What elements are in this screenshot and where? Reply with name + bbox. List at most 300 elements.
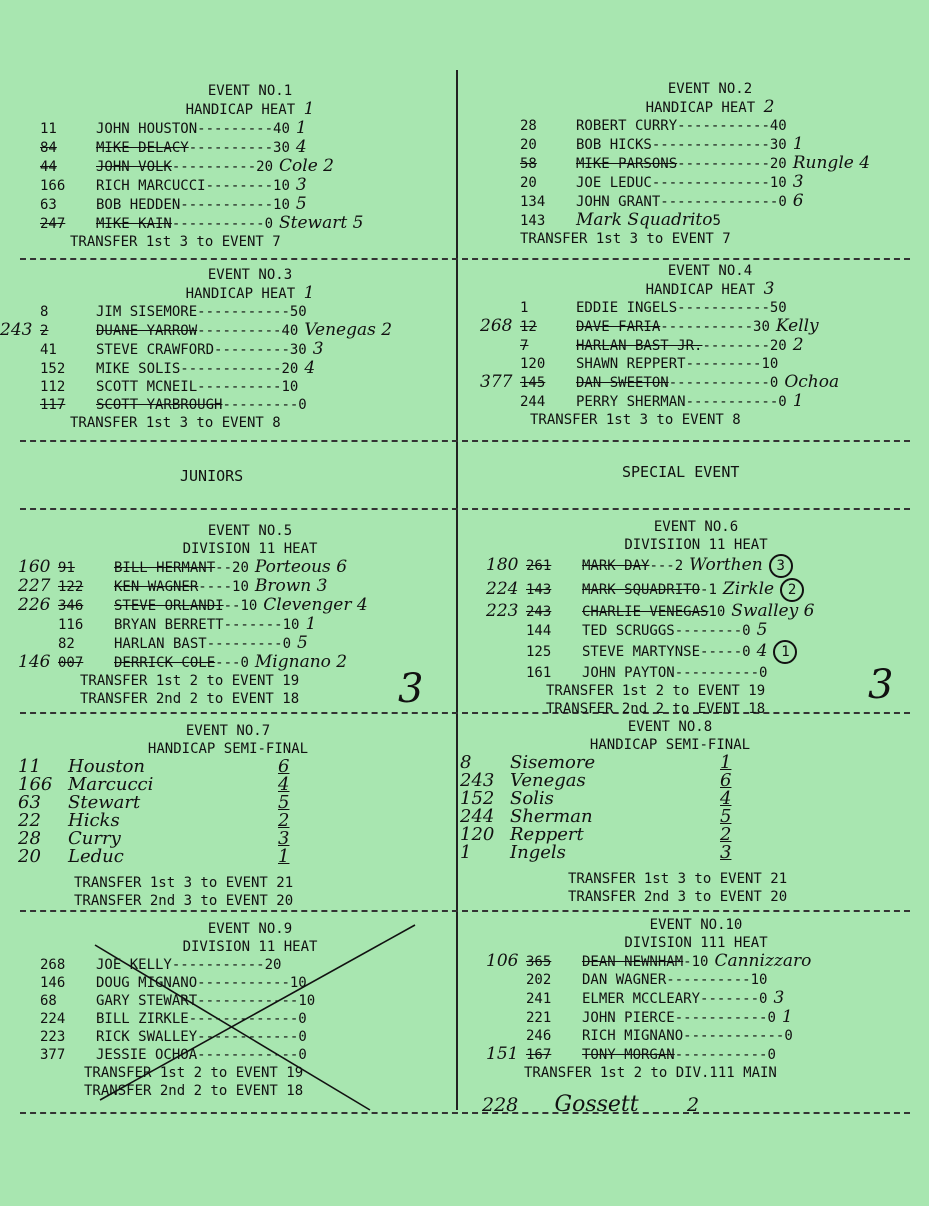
points: 0 [742, 623, 751, 639]
handwritten-replacement-number: 180 [486, 555, 519, 575]
entry-row [18, 615, 460, 634]
entry-row [40, 176, 460, 195]
entry-row [40, 195, 460, 214]
leader-dashes: ----------- [674, 1010, 768, 1026]
car-number: 11 [40, 121, 57, 137]
entry-row [486, 1027, 906, 1045]
car-number: 91 [58, 560, 75, 576]
leader-dashes: -------- [205, 178, 274, 194]
car-number: 152 [40, 361, 66, 377]
points: 20 [281, 361, 299, 377]
points: 20 [264, 957, 282, 973]
finish-place: 3 [720, 842, 732, 863]
leader-dashes: ----------- [171, 957, 265, 973]
driver-name: SCOTT MCNEIL [96, 379, 198, 395]
entry-row [500, 117, 920, 135]
car-number: 241 [526, 991, 552, 1007]
event-4-title: EVENT NO.4 [667, 263, 753, 279]
event-4-subtitle: HANDICAP HEAT 3 [645, 279, 775, 299]
car-number: 12 [520, 319, 537, 335]
event-1-title: EVENT NO.1 [207, 83, 293, 99]
driver-name: ROBERT CURRY [576, 118, 678, 134]
points: 10 [282, 617, 300, 633]
event-5-subtitle: DIVISION 11 HEAT [182, 541, 318, 557]
handwritten-note: 5 [756, 620, 768, 640]
entry-row [18, 558, 460, 577]
finish-place: 5 [278, 792, 290, 813]
handwritten-note: 1 [792, 134, 804, 154]
handwritten-note: Mignano 2 [254, 652, 348, 672]
driver-name: KEN WAGNER [114, 579, 199, 595]
driver-name: Venegas [510, 770, 586, 791]
driver-name: RICH MIGNANO [582, 1028, 684, 1044]
leader-dashes: ----------- [677, 300, 770, 316]
event-7-transfer-2: TRANSFER 2nd 3 to EVENT 20 [74, 893, 294, 909]
handwritten-note: 4 [756, 641, 768, 661]
entry-row [486, 1045, 906, 1064]
driver-name: SHAWN REPPERT [576, 356, 686, 372]
finish-place: 6 [720, 770, 732, 791]
juniors-label: JUNIORS [180, 467, 244, 485]
semi-final-row [460, 844, 880, 862]
row-divider-5 [20, 910, 910, 912]
event-5-title: EVENT NO.5 [207, 523, 293, 539]
handwritten-note: 1 [792, 391, 804, 411]
car-number: 120 [520, 356, 546, 372]
event-6-transfer-1: TRANSFER 1st 2 to EVENT 19 [546, 683, 766, 699]
entry-row [480, 392, 920, 411]
handwritten-note: 3 [792, 172, 804, 192]
points: 50 [769, 300, 787, 316]
points: 10 [232, 579, 249, 595]
driver-name: JOHN GRANT [576, 194, 661, 210]
handwritten-replacement-number: 106 [486, 951, 519, 971]
leader-dashes: ------------ [197, 993, 299, 1009]
points: 0 [767, 1047, 776, 1063]
driver-name: MIKE KAIN [96, 216, 172, 232]
finish-place: 1 [720, 752, 732, 773]
leader-dashes: --------- [685, 356, 762, 372]
driver-name: BILL ZIRKLE [96, 1011, 189, 1027]
handwritten-note: 5 [295, 194, 307, 214]
driver-name: JOHN VOLK [96, 159, 172, 175]
car-number: 143 [526, 582, 552, 598]
handwritten-replacement-number: 223 [486, 601, 519, 621]
leader-dashes: ------------ [180, 361, 282, 377]
event-7-title: EVENT NO.7 [185, 723, 271, 739]
entry-row [18, 577, 460, 596]
driver-name: BILL HERMANT [114, 560, 216, 576]
event-2-panel [500, 80, 920, 248]
points: 10 [750, 972, 768, 988]
entry-row [486, 664, 906, 682]
handwritten-note: 1 [295, 118, 307, 138]
driver-name: JESSIE OCHOA [96, 1047, 198, 1063]
event-4-transfer: TRANSFER 1st 3 to EVENT 8 [530, 412, 741, 428]
driver-name: JIM SISEMORE [96, 304, 198, 320]
car-number: 2 [40, 323, 49, 339]
leader-dashes: ----------- [197, 304, 290, 320]
entry-row [486, 554, 906, 578]
event-8-panel [460, 718, 880, 906]
driver-name: Marcucci [68, 774, 154, 795]
points: 0 [298, 1011, 307, 1027]
finish-place: 3 [278, 828, 290, 849]
points: 10 [691, 954, 709, 970]
car-number: 20 [520, 175, 537, 191]
car-number: 122 [58, 579, 84, 595]
points: 0 [298, 397, 307, 413]
event-2-subtitle: HANDICAP HEAT 2 [645, 97, 775, 117]
car-number: 112 [40, 379, 66, 395]
driver-name: Curry [68, 828, 121, 849]
entry-row [480, 317, 920, 336]
event-9-transfer-1: TRANSFER 1st 2 to EVENT 19 [84, 1065, 304, 1081]
entry-row [18, 653, 460, 672]
car-number: 346 [58, 598, 84, 614]
car-number: 11 [18, 756, 41, 777]
driver-name: ELMER MCCLEARY [582, 991, 701, 1007]
car-number: 152 [460, 788, 495, 809]
finish-place: 5 [720, 806, 732, 827]
car-number: 1 [520, 300, 529, 316]
car-number: 246 [526, 1028, 552, 1044]
driver-name: STEVE MARTYNSE [582, 644, 701, 660]
leader-dashes: ---------- [674, 665, 760, 681]
entry-row [500, 192, 920, 211]
driver-name: Sherman [510, 806, 593, 827]
driver-name: DOUG MIGNANO [96, 975, 198, 991]
leader-dashes: - [700, 582, 709, 598]
car-number: 261 [526, 558, 552, 574]
semi-final-row [18, 848, 438, 866]
driver-name: MIKE SOLIS [96, 361, 181, 377]
car-number: 134 [520, 194, 546, 210]
car-number: 120 [460, 824, 495, 845]
event-9-subtitle: DIVISION 11 HEAT [182, 939, 318, 955]
leader-dashes: --- [649, 558, 675, 574]
row-divider-2 [20, 440, 910, 442]
leader-dashes: ----------- [685, 394, 779, 410]
car-number: 144 [526, 623, 552, 639]
car-number: 146 [40, 975, 66, 991]
points: 30 [273, 140, 290, 156]
driver-name: DAVE FARIA [576, 319, 661, 335]
circled-position: 2 [780, 578, 804, 602]
car-number: 161 [526, 665, 552, 681]
entry-row [480, 299, 920, 317]
driver-name: Stewart [68, 792, 141, 813]
handwritten-note: Zirkle [722, 579, 775, 599]
handwritten-note: 1 [305, 614, 317, 634]
entry-row [40, 138, 460, 157]
handwritten-note: Cannizzaro [714, 951, 812, 971]
points: 0 [264, 216, 274, 232]
leader-dashes: -- [215, 560, 233, 576]
handwritten-replacement-number: 227 [18, 576, 51, 596]
handwritten-note: Kelly [775, 316, 819, 336]
event-9-title: EVENT NO.9 [207, 921, 293, 937]
event-2-transfer: TRANSFER 1st 3 to EVENT 7 [520, 231, 731, 247]
event-5-panel [18, 522, 460, 708]
driver-name: TED SCRUGGS [582, 623, 675, 639]
handwritten-note: Venegas 2 [304, 320, 393, 340]
entry-row [0, 396, 460, 414]
car-number: 145 [520, 375, 546, 391]
entry-row [0, 359, 460, 378]
event-1-panel [40, 82, 460, 251]
driver-name: CHARLIE VENEGAS [582, 604, 709, 620]
car-number: 28 [18, 828, 41, 849]
handwritten-note: Stewart 5 [279, 213, 364, 233]
driver-name: JOE LEDUC [576, 175, 652, 191]
car-number: 68 [40, 993, 57, 1009]
driver-name: Hicks [68, 810, 120, 831]
car-number: 243 [526, 604, 552, 620]
leader-dashes: ------------ [197, 1029, 299, 1045]
points: 40 [273, 121, 290, 137]
event-3-title: EVENT NO.3 [207, 267, 293, 283]
car-number: 116 [58, 617, 84, 633]
handwritten-replacement-number: 224 [486, 579, 519, 599]
car-number: 22 [18, 810, 41, 831]
driver-name: DERRICK COLE [114, 655, 216, 671]
event-6-big-note: 3 [868, 662, 894, 708]
points: 20 [769, 156, 787, 172]
car-number: 84 [40, 140, 57, 156]
points: 1 [708, 582, 717, 598]
entry-row [18, 634, 460, 653]
points: 0 [778, 394, 787, 410]
driver-name: BOB HICKS [576, 137, 652, 153]
handwritten-note: Brown 3 [254, 576, 328, 596]
event-3-transfer: TRANSFER 1st 3 to EVENT 8 [70, 415, 281, 431]
leader-dashes: ---------- [188, 140, 274, 156]
finish-place: 4 [278, 774, 290, 795]
leader-dashes: --------- [197, 121, 274, 137]
driver-name: GARY STEWART [96, 993, 198, 1009]
handwritten-note: Swalley 6 [731, 601, 815, 621]
car-number: 244 [520, 394, 546, 410]
points: 10 [240, 598, 258, 614]
car-number: 167 [526, 1047, 552, 1063]
leader-dashes: ----------- [660, 319, 754, 335]
event-8-subtitle: HANDICAP SEMI-FINAL [589, 737, 751, 753]
points: 10 [708, 604, 726, 620]
car-number: 82 [58, 636, 75, 652]
driver-name: RICH MARCUCCI [96, 178, 206, 194]
car-number: 221 [526, 1010, 552, 1026]
driver-name: SCOTT YARBROUGH [96, 397, 223, 413]
leader-dashes: ---------- [666, 972, 751, 988]
handwritten-note: 4 [304, 358, 316, 378]
entry-row [0, 340, 460, 359]
driver-name: TONY MORGAN [582, 1047, 675, 1063]
handwritten-replacement-number: 146 [18, 652, 51, 672]
leader-dashes: ---------- [197, 379, 282, 395]
car-number: 41 [40, 342, 57, 358]
points: 30 [753, 319, 770, 335]
driver-name: DEAN NEWNHAM [582, 954, 684, 970]
driver-name: BRYAN BERRETT [114, 617, 224, 633]
driver-name: Houston [68, 756, 146, 777]
entry-row [500, 173, 920, 192]
driver-name: PERRY SHERMAN [576, 394, 686, 410]
points: 2 [674, 558, 684, 574]
leader-dashes: ---- [198, 579, 233, 595]
car-number: 223 [40, 1029, 66, 1045]
event-5-transfer-1: TRANSFER 1st 2 to EVENT 19 [80, 673, 300, 689]
driver-name: Sisemore [510, 752, 596, 773]
entry-row [486, 640, 906, 664]
event-8-title: EVENT NO.8 [627, 719, 713, 735]
points: 0 [282, 636, 292, 652]
leader-dashes: ------- [223, 617, 283, 633]
entry-row [480, 336, 920, 355]
leader-dashes: -------------- [651, 175, 770, 191]
handwritten-replacement-number: 226 [18, 595, 51, 615]
event-1-subtitle: HANDICAP HEAT 1 [185, 99, 315, 119]
event-10-subtitle: DIVISION 111 HEAT [624, 935, 768, 951]
handwritten-note: 4 [295, 137, 307, 157]
driver-name: EDDIE INGELS [576, 300, 678, 316]
leader-dashes: ------- [700, 991, 760, 1007]
leader-dashes: ------------ [197, 1047, 299, 1063]
circled-position: 1 [773, 640, 797, 664]
car-number: 8 [40, 304, 49, 320]
car-number: 7 [520, 338, 529, 354]
driver-name: MIKE DELACY [96, 140, 189, 156]
entry-row [486, 1008, 906, 1027]
points: 10 [761, 356, 779, 372]
handwritten-note: Clevenger 4 [263, 595, 368, 615]
points: 0 [742, 644, 751, 660]
event-7-transfer-1: TRANSFER 1st 3 to EVENT 21 [74, 875, 294, 891]
driver-name: STEVE ORLANDI [114, 598, 224, 614]
finish-place: 6 [278, 756, 290, 777]
handwritten-note: Cole 2 [279, 156, 334, 176]
driver-name: Ingels [510, 842, 566, 863]
driver-name: JOHN PAYTON [582, 665, 675, 681]
special-event-label: SPECIAL EVENT [622, 463, 740, 481]
car-number: 8 [460, 752, 472, 773]
handwritten-note: Porteous 6 [254, 557, 348, 577]
driver-name: STEVE CRAWFORD [96, 342, 215, 358]
leader-dashes: --------- [206, 636, 283, 652]
points: 0 [778, 194, 787, 210]
entry-row [480, 373, 920, 392]
event-7-subtitle: HANDICAP SEMI-FINAL [147, 741, 309, 757]
leader-dashes: ----------- [677, 118, 770, 134]
driver-name: JOHN HOUSTON [96, 121, 198, 137]
event-2-title: EVENT NO.2 [667, 81, 753, 97]
car-number: 58 [520, 156, 537, 172]
leader-dashes: ----------- [180, 197, 274, 213]
event-6-panel [486, 518, 906, 718]
event-5-transfer-2: TRANSFER 2nd 2 to EVENT 18 [80, 691, 300, 707]
points: 20 [769, 338, 787, 354]
finish-place: 1 [278, 846, 290, 867]
leader-dashes: -------- [674, 623, 743, 639]
car-number: 268 [40, 957, 66, 973]
handwritten-note: 6 [792, 191, 804, 211]
car-number: 20 [18, 846, 41, 867]
points: 10 [769, 175, 787, 191]
driver-name: BOB HEDDEN [96, 197, 181, 213]
handwritten-replacement-number: 268 [480, 316, 513, 336]
leader-dashes: -------------- [660, 194, 779, 210]
points: 20 [256, 159, 274, 175]
event-9-transfer-2: TRANSFER 2nd 2 to EVENT 18 [84, 1083, 304, 1099]
driver-name: JOHN PIERCE [582, 1010, 675, 1026]
points: 10 [273, 178, 290, 194]
event-8-transfer-1: TRANSFER 1st 3 to EVENT 21 [568, 871, 788, 887]
points: 0 [298, 1047, 307, 1063]
points: 30 [289, 342, 307, 358]
handwritten-note: 1 [781, 1007, 793, 1027]
leader-dashes: ----------- [674, 1047, 768, 1063]
points: 50 [289, 304, 307, 320]
driver-name: Reppert [510, 824, 584, 845]
leader-dashes: -------- [702, 338, 770, 354]
event-7-panel [18, 722, 438, 910]
points: 0 [759, 991, 768, 1007]
points: 10 [273, 197, 290, 213]
entry-row [486, 578, 906, 602]
leader-dashes: --- [215, 655, 241, 671]
circled-position: 3 [769, 554, 793, 578]
driver-name: HARLAN BAST JR. [576, 338, 703, 354]
driver-name: JOE KELLY [96, 957, 172, 973]
leader-dashes: --------- [222, 397, 299, 413]
handwritten-note: 2 [792, 335, 804, 355]
car-number: 1 [460, 842, 472, 863]
car-number: 244 [460, 806, 495, 827]
leader-dashes: --------- [214, 342, 290, 358]
event-10-panel [486, 916, 906, 1082]
entry-row [500, 211, 920, 230]
points: 0 [767, 1010, 776, 1026]
handwritten-replacement-number: 243 [0, 320, 33, 340]
entry-row [0, 303, 460, 321]
handwritten-note: Rungle 4 [792, 153, 871, 173]
entry-row [0, 378, 460, 396]
entry-row [500, 135, 920, 154]
driver-name: DUANE YARROW [96, 323, 198, 339]
event-10-extra-entry: 228 Gossett 2 [482, 1092, 700, 1117]
points: 5 [712, 213, 721, 229]
car-number: 166 [18, 774, 53, 795]
points: 20 [232, 560, 249, 576]
car-number: 28 [520, 118, 537, 134]
driver-name: MARK SQUADRITO [582, 582, 701, 598]
leader-dashes: ---------- [197, 323, 282, 339]
row-divider-1 [20, 258, 910, 260]
car-number: 20 [520, 137, 537, 153]
points: 10 [281, 379, 299, 395]
car-number: 166 [40, 178, 66, 194]
entry-row [486, 952, 906, 971]
car-number: 44 [40, 159, 57, 175]
leader-dashes: ------------ [668, 375, 770, 391]
car-number: 007 [58, 655, 84, 671]
leader-dashes: ----- [700, 644, 743, 660]
driver-name: Mark Squadrito [576, 210, 713, 230]
entry-row [486, 621, 906, 640]
handwritten-replacement-number: 151 [486, 1044, 519, 1064]
points: 10 [298, 993, 316, 1009]
car-number: 224 [40, 1011, 66, 1027]
